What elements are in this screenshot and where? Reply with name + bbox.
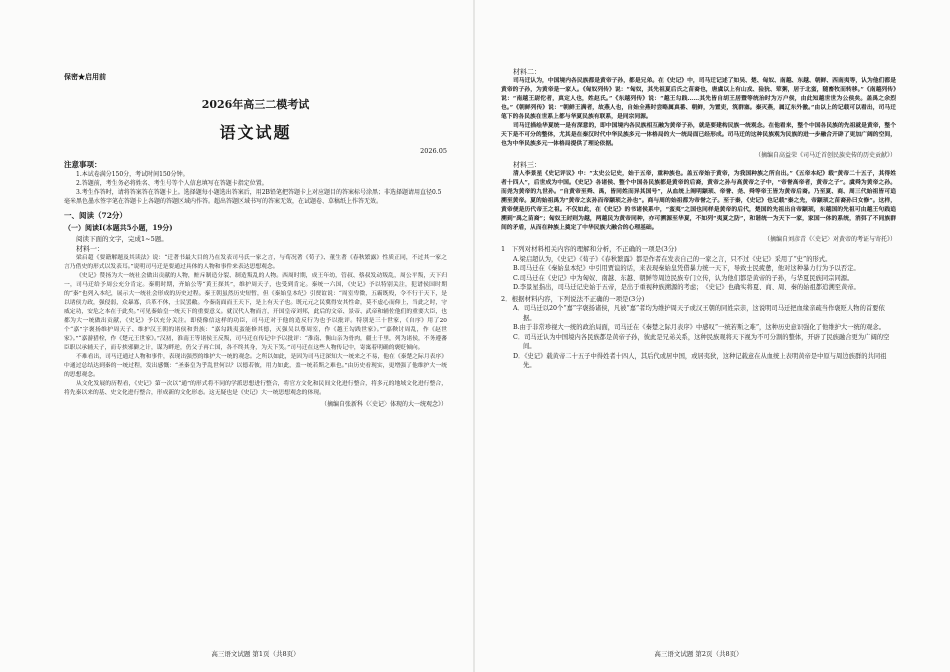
question-1-stem: 1 下列对材料相关内容的理解和分析，不正确的一项是(3分) (501, 245, 677, 253)
material-2-paragraph: 司马迁描绘华夏统一是有深意的，即中国境内各民族相互融为黄帝子孙，就是要建构民族一统观念。在他看来，整个中国各民族的先祖就是黄帝，整个天下是不可分的整体，尤其是在秦汉时代中华民族多元一体格局的大一统局面已经形成。司马迁的这种民族观为民族的进一步融合开辟了更加广阔的空间，也为中华民族多元一体格局提供了理论依据。 (501, 123, 896, 147)
material-1-paragraph: 不难看出，司马迁通过人物和事件，表现出强烈的维护大一统的观念。之所以如此，是因为司马迁深知大一统来之不易，他在《秦楚之际月表序》中通过总结达到秦的一统过程，发出感慨：“圣秦皇为乎乱世何以？以德若彼，用力如此，盖一统若斯之难也。”由历史看现实，更增强了他维护大一统的思想观念。 (64, 354, 448, 378)
page-footer: 高三语文试题 第1页（共8页） (211, 650, 300, 658)
question-1-option: D.李景星指出，司马迁记史始于五帝，是出于重视种族溯源的考虑； 《史记》也确实将夏、商、周、秦的始祖都追溯至黄帝。 (513, 284, 860, 291)
notice-list (64, 170, 447, 206)
material-2-source: （摘编自高益荣《司马迁首创民族史传的历史贡献》） (754, 152, 896, 159)
notice-item: 2.答题前，考生务必将姓名、考生号等个人信息填写在答题卡指定位置。 (76, 180, 268, 187)
material-1-label: 材料一： (76, 245, 104, 253)
question-2-option: B.由于非常珍视大一统的政治局面，司马迁在《秦楚之际月表序》中感叹“一统若斯之难”，这种历史意识强化了他维护大一统的观念。 (513, 324, 885, 331)
material-3-source: （摘编自刘彦青《〈史记〉对黄帝的考证与寄托》） (763, 236, 896, 243)
exam-title: 2026年高三二模考试 (201, 98, 310, 111)
question-2-option: C．司马迁认为中国境内各民族都是黄帝子孙，彼此是兄弟关系，这种民族观将天下视为不可分割的整体，开辟了民族融合更为广阔的空间。 (513, 333, 890, 350)
exam-date: 2026.05 (420, 147, 447, 155)
material-1-paragraph: 梁启超《要籍解题及其读法》说：“迁著书最大目的乃在发表司马氏一家之言，与荀况著《荀子》、董生著《春秋繁露》性质正同，不过其一家之言乃借史的形式以发表耳。”说明司马迁是要通过具体的人物和事件来表达思想观念。 (64, 255, 447, 270)
material-2-label: 材料二： (513, 68, 541, 76)
question-1-option: C.司马迁在《史记》中为匈奴、南越、东越、朝鲜等周边民族专门立传，认为他们都是黄帝的子孙，与华夏民族同宗同源。 (513, 274, 854, 282)
question-2-option: A．司马迁以20个“嘉”字褒扬诸侯，凡被“嘉”者均为维护周天子或汉王朝的同姓宗亲，这说明司马迁把血缘亲疏当作褒贬人物的首要依据。 (513, 305, 885, 322)
material-1-paragraph: 从文化发展的历程看，《史记》第一次以“通”的形式将不同的学派思想进行整合，将官方文化和民间文化进行整合，将多元的地域文化进行整合，将先秦以来的基、史文化进行整合，形成新的文化形态。这无疑也是《史记》大一统思想观念的体现。 (64, 381, 447, 396)
material-2-paragraph: 司马迁认为，中国境内各民族都是黄帝子孙，都是兄弟。在《史记》中，司马迁记述了如吴、楚、匈奴、南越、东越、朝鲜、西南夷等，认为他们都是黄帝的子孙，为黄帝是一家人。《匈奴列传》说：“匈奴，其先祖夏后氏之苗裔也，唐虞以上有山戎、猃狁、荤粥，居于北蛮，随畜牧而转移。”《南越列传》说：“南越王尉佗者，真定人也，姓赵氏。”《东越列传》说：“越王勾践……其先皆自胡王居暨等统治时为万户侯，由此知越世世为公侯矣。盖禹之余烈也。”《朝鲜列传》说：“朝鲜王满者，故燕人也，自始全燕时尝略属真番、朝鲜，为置吏，筑群塞。秦灭燕，属辽东外徼。”由以上的记载可以看出，司马迁笔下的各民族在世系上都与华夏民族有联系，是同宗同源。 (501, 78, 896, 120)
notice-heading: 注意事项： (64, 160, 102, 169)
material-3-label: 材料三： (513, 161, 541, 169)
subsection-heading: （一）阅读Ⅰ(本题共5小题，19分) (64, 223, 173, 232)
material-3-paragraph: 清人李景星《史记评议》中：“太史公记史，始于五帝，重种族也。盖五帝始于黄帝，为我国种族之所自出。”《五帝本纪》载“黄帝二十五子，其得姓者十四人”，后世成为中国。《史记》各诸侯、整个中国各民族都是黄帝的后裔，黄帝之孙与高黄帝之子中，“帝誉高帝者，黄帝之子”。虞舜为黄帝之孙。而尧为黄帝的九世孙。“自黄帝至舜、禹，皆同姓而异其国号”，从血统上阐明颛顼、帝誉、尧、舜等帝王皆为黄帝后裔。乃至夏、商、周三代始祖皆可追溯至黄帝。夏的始祖禹为“黄帝之玄孙而帝颛顼之孙也”。商与周的始祖都为帝誉之子。至于秦，《史记》也记载“秦之先，帝颛顼之苗裔孙曰女修”。这样，黄帝便是历代帝王之祖。不仅如此，在《史记》的书诸侯系中，“蛮夷”之国也同样是黄帝的后代，楚国的先祖出自帝颛顼，东越国的先祖可由越王句践追溯到“禹之苗裔”；匈奴王封则为越，两越民为黄帝同种，亦可溯源至华夏，不如列“夷夏之防”，和谐统一为天下一家，家国一体的系统，消弭了不同族群间的矛盾，从而在种族上奠定了中华民族大融合的心理基础。 (501, 171, 896, 231)
page-2 (475, 0, 950, 672)
question-2-stem: 2．根据材料内容，下列说法不正确的一项是(3分) (501, 294, 645, 303)
subject-title: 语文试题 (219, 123, 292, 142)
question-1-option: B.司马迁在《秦始皇本纪》中引用贾谊的话，来表现秦始皇凭借暴力统一天下，导致士民疲惫，他对这种暴力行为予以否定。 (513, 265, 860, 272)
section-heading: 一、阅读（72分） (64, 211, 127, 220)
question-1-option: A.梁启超认为，《史记》《荀子》《春秋繁露》都是作者在发表自己的一家之言，只不过《史记》采用了“史”的形式。 (513, 255, 832, 263)
secret-mark: 保密★启用前 (64, 72, 106, 81)
notice-item: 3.考生作答时，请将答案答在答题卡上。选择题每小题选出答案后，用2B铅笔把答题卡上对应题目的答案标号涂黑；非选择题请用直径0.5毫米黑色墨水签字笔在答题卡上各题的答题区域内作答。超出答题区域书写的答案无效，在试题卷、草稿纸上作答无效。 (64, 189, 442, 205)
material-1-source: （摘编自张新科《〈史记〉体现的大一统观念》） (320, 401, 447, 408)
notice-item: 1.本试卷满分150分，考试时间150分钟。 (76, 171, 189, 178)
material-1-paragraph: 《史记》赞扬为大一统社会做出贡献的人物，赃斥制造分裂、制造叛乱的人物。西周时期，成王年幼，管叔、蔡叔发动叛乱，周公平叛，天下归一，司马迁给予周公充分肯定。秦朝时期，齐始公等“黄王探其”，维护周天子，也受到肯定。秦统一六国，《史记》予以特别关注，犯谱侯国时期的“秦”也列入本纪，展示大一统社会形成的历史过程。秦王朝虽然历史短暂，但《秦始皇本纪》引贾谊说：“周室卑微，五霸既殁，令不行于天下，是以诸侯力政，强侵弱，众暴寡，兵革不休，士民罢敝。今秦南面而王天下，是上有天子也。既元元之民冀得安其性命，莫不虚心而仰上，当此之时，守威定功，安危之本在于此矣。”可见秦始皇一统天下的重要意义。就汉代人物而言，开国皇帝刘邦，此后的文帝、景帝、武帝和辅佐他们的重要大臣，也都为大一统做出贡献，《史记》予以充分关注。即使像信这样的功臣，司马迁对于他的造反行为也予以批评。特别是三十世家，《自序》用了20个“嘉”字褒扬维护周天子、维护汉王朝的诸侯和贵族：“嘉勾践夷蛮能修其德，灭强吴以尊周室，作《越王勾践世家》。”“嘉鞅讨周乱，作《赵世家》。”“嘉游猎栓，作《楚元王世家》。”汉初，淮南王等诸侯王反叛，司马迁在传记中予以批评：“淮南、衡山亲为骨肉，疆土千里，列为诸侯，不务遵蕃臣职以承辅天子，而专挟邪僻之计，谋为畔逆，仍父子再亡国，各不终其身，为天下笑。”司马迁在这些人物传记中，寄寓着明确的褒贬倾向。 (64, 273, 447, 351)
page-footer: 高三语文试题 第2页（共8页） (654, 650, 743, 658)
question-2-option: D．《史记》载黄帝二十五子中得姓者十四人，其后代或居中国，或居夷狄，这种记载意在从血统上表明黄帝是中原与周边族群的共同祖先。 (513, 352, 887, 369)
instruction: 阅读下面的文字，完成1~5题。 (76, 235, 168, 243)
